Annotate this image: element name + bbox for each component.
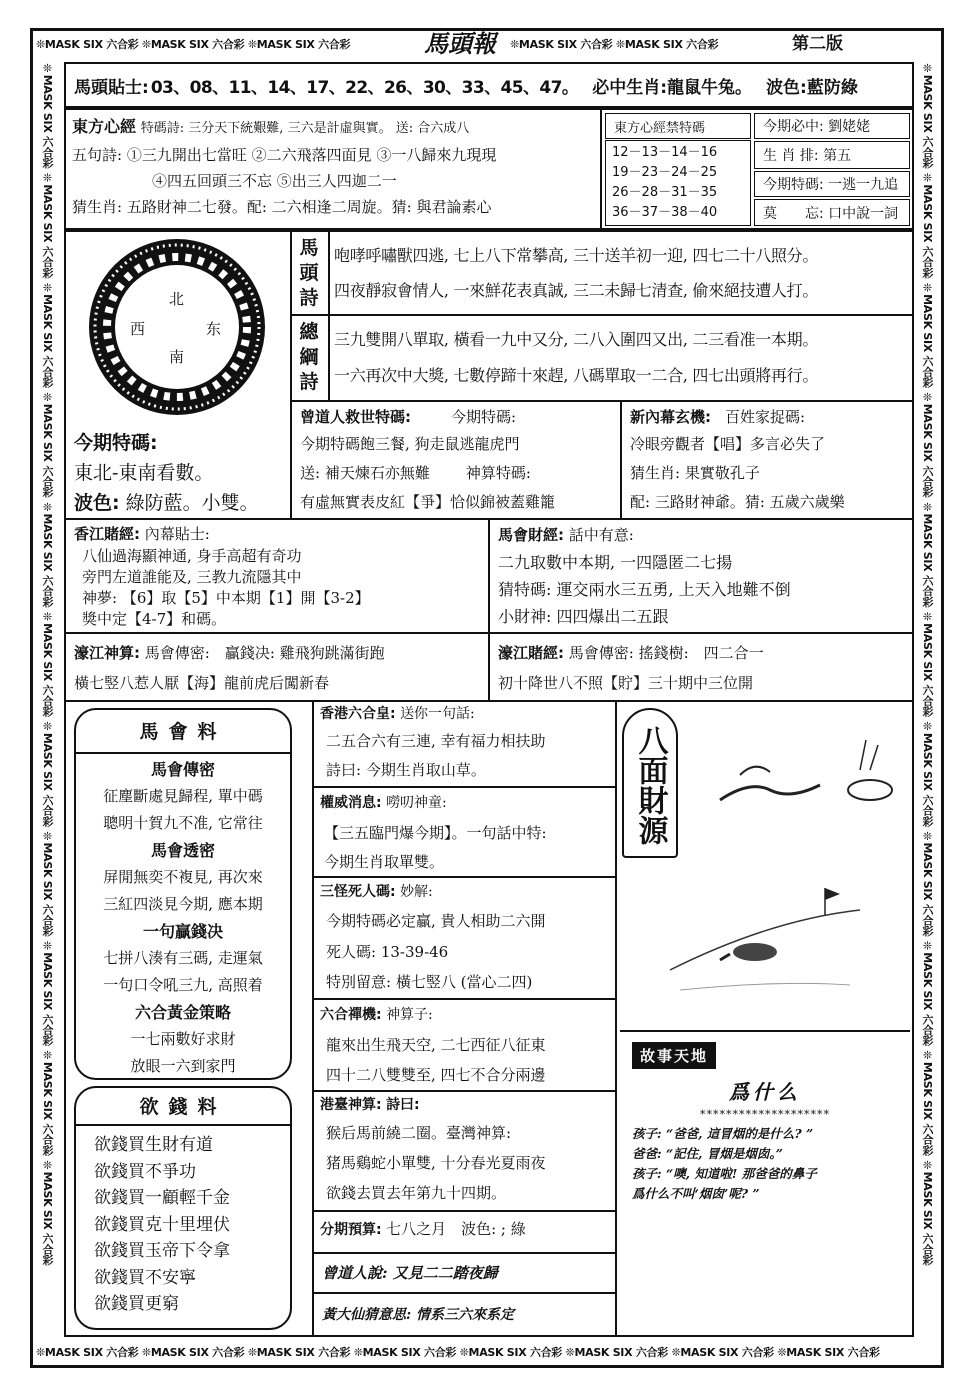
zengdao-line: 今期特碼飽三餐, 狗走鼠逃龍虎門 [300, 435, 520, 453]
zengdao-says: 曾道人說: 又見二二踏夜歸 [312, 1252, 617, 1294]
chanji-section: 六合禪機: 神算子: 龍來出生飛天空, 二七西征八征東 四十二八雙雙至, 四七不合分兩邊 [312, 998, 617, 1092]
tips-numbers: 03、08、11、14、17、22、26、30、33、45、47。 [150, 77, 579, 98]
sanguai-section: 三怪死人碼: 妙解: 今期特碼必定贏, 貴人相助二六開 死人碼: 13-39-46 特別留意: 橫七竪八 (當心二四) [312, 876, 617, 1000]
yuqian-line: 欲錢買一顧輕千金 [94, 1188, 230, 1208]
wheel-section [64, 230, 292, 520]
wheel-west: 西 [130, 320, 146, 338]
poem-line: 四夜靜寂會情人, 一來鮮花表真誠, 三二未歸七清查, 偷來絕技遭人打。 [334, 281, 819, 300]
poem-matou [290, 230, 914, 316]
tips-label: 馬頭貼士: [74, 77, 149, 98]
forbidden-info-table [600, 108, 914, 230]
edition-label: 第二版 [792, 34, 843, 54]
dongfang-title: 東方心經 [72, 117, 137, 136]
huangdaxian: 黃大仙猜意思: 情系三六來系定 [312, 1292, 617, 1337]
gangtai-section: 港臺神算: 詩曰: 猴后馬前繞二圈。臺灣神算: 猪馬鷄蛇小單雙, 十分春光夏雨夜 欲錢去買去年第九十四期。 [312, 1090, 617, 1212]
wheel-south: 南 [169, 348, 185, 366]
border-strip-top: ❊MASK SIX 六合彩 ❊MASK SIX 六合彩 ❊MASK SIX 六合彩 [36, 38, 351, 51]
poem-zonggang [290, 314, 914, 402]
quanwei-section: 權威消息: 嘮叨神童: 【三五臨門爆今期】。一句話中特: 今期生肖取單雙。 [312, 786, 617, 878]
mahui-liao-box: 馬會料 馬會傳密 征塵斷處見歸程, 單中碼 聰明十賀九不准, 它常往 馬會透密 屏閒無奕不複見, 再次來 三紅四淡見今期, 應本期 一句贏錢决 七拼八湊有三碼, 走運氣 一句口令吼三九, 高照着 六合黃金策略 一七兩數好求財 放眼一六到家門 [74, 708, 292, 1080]
color-label: 波色: [766, 77, 807, 98]
section-title: 濠江賭經: [498, 644, 564, 662]
snake-illustration-icon [700, 730, 900, 830]
forbidden-row: 12－13－14－16 [612, 145, 718, 160]
subheading: 一句贏錢决 [142, 922, 223, 941]
dongfang-section [64, 108, 602, 230]
border-strip-top [856, 34, 938, 56]
story-line: 孩子: “爸爸, 這冒烟的是什么? ” [632, 1126, 814, 1141]
dongfang-line: 猜生肖: 五路財神二七發。配: 二六相逢二周旋。猜: 與君論素心 [72, 198, 492, 216]
border-strip-right: ❊MASK SIX 六合彩 ❊MASK SIX 六合彩 ❊MASK SIX 六合彩 ❊MASK SIX 六合彩 ❊MASK SIX 六合彩 ❊MASK SIX 六合彩 ❊MASK SIX 六合彩 ❊MASK SIX 六合彩 ❊MASK SIX 六合彩 ❊MASK SIX 六合彩 ❊MASK SIX 六合彩 [921, 62, 934, 1266]
yuqian-line: 欲錢買不安寧 [94, 1267, 196, 1288]
fenqi-section: 分期預算: 七八之月 波色: ; 綠 [312, 1210, 617, 1254]
story-line: 爸爸: “記住, 冒烟是烟囱。” [632, 1146, 783, 1161]
story-line: 爲什么不叫‘烟囱’呢? ” [632, 1186, 760, 1201]
yuqian-line: 欲錢買更窮 [94, 1294, 179, 1314]
section-title: 香江賭經: [74, 525, 140, 543]
special-title: 今期特碼: [74, 432, 158, 454]
dongfang-line: 特碼詩: 三分天下統艱難, 三六是計虛與實。 送: 合六成八 [140, 121, 470, 136]
special-code: 今期特碼: 東北-東南看數。 波色: 綠防藍。小雙。 [74, 428, 259, 518]
info-row: 今期特碼: 一逃一九追 [754, 171, 910, 197]
zodiac-label: 必中生肖: [592, 77, 668, 98]
dongfang-line: 五句詩: ①三九開出七當旺 ②二六飛落四面見 ③一八歸來九現現 [72, 146, 497, 164]
special-line: 東北-東南看數。 [74, 462, 214, 484]
poem-line: 一六再次中大獎, 七數停蹄十來趕, 八碼單取一二合, 四七出頭將再行。 [334, 366, 819, 385]
wheel-north: 北 [169, 290, 185, 308]
mahui-caijing-section: 馬會財經: 話中有意: 二九取數中本期, 一四隱匿二七揚 猜特碼: 運交兩水三五勇, 上天入地難不倒 小財神: 四四爆出二五跟 [488, 518, 914, 634]
zodiac-value: 龍鼠牛兔。 [667, 77, 753, 98]
bamian-caiyuan-title: 八面財源 [622, 708, 678, 858]
hk-liuhehuang-section: 香港六合皇: 送你一句話: 二五合六有三連, 幸有福力相扶助 詩曰: 今期生肖取山草。 [312, 700, 617, 788]
yuqian-line: 欲錢買生財有道 [94, 1135, 213, 1155]
wheel-east: 东 [206, 320, 222, 338]
poem-line: 三九雙開八單取, 橫看一九中又分, 二八入圍四又出, 二三看准一本期。 [334, 330, 819, 349]
story-line: 孩子: “噢, 知道啦! 那爸爸的鼻子 [632, 1166, 817, 1181]
zengdao-section: 曾道人救世特碼: 今期特碼: 今期特碼飽三餐, 狗走鼠逃龍虎門 送: 補天煉石亦無難 神算特碼: 有虛無實表皮紅【爭】恰似錦被蓋雞籠 [290, 400, 622, 520]
masthead-title: 馬頭報 [424, 29, 496, 58]
box-title: 馬會料 [76, 710, 290, 754]
special-color: 綠防藍。小雙。 [125, 492, 259, 514]
poem-label: 馬頭詩 [299, 237, 319, 309]
forbidden-numbers [605, 140, 751, 226]
yuqian-liao-box [74, 1086, 292, 1330]
box-title: 欲錢料 [76, 1088, 290, 1126]
neimu-line: 猜生肖: 果實敬孔子 [630, 464, 760, 482]
subheading: 馬會透密 [150, 841, 215, 860]
neimu-line: 冷眼旁觀者【唱】多言必失了 [630, 435, 826, 453]
section-title: 曾道人救世特碼: [300, 408, 411, 426]
story-divider: ******************** [700, 1108, 830, 1121]
yuqian-line: 欲錢買玉帝下令拿 [94, 1241, 230, 1261]
poem-line: 咆哮呼嘯獸四逃, 七上八下常攀高, 三十送羊初一迎, 四七二十八照分。 [334, 246, 819, 265]
section-title: 濠江神算: [74, 644, 140, 662]
color-value: 藍防綠 [806, 77, 858, 98]
info-row: 今期必中: 劉姥姥 [754, 113, 910, 139]
story-tag: 故事天地 [632, 1042, 716, 1069]
yuqian-line: 欲錢買不爭功 [94, 1161, 196, 1182]
poem-label: 總綱詩 [299, 321, 319, 393]
tips-bar [64, 62, 914, 108]
border-strip-bottom: ❊MASK SIX 六合彩 ❊MASK SIX 六合彩 ❊MASK SIX 六合彩 ❊MASK SIX 六合彩 ❊MASK SIX 六合彩 ❊MASK SIX 六合彩 ❊MASK SIX 六合彩 ❊MASK SIX 六合彩 [36, 1346, 880, 1359]
yuqian-line: 欲錢買克十里埋伏 [94, 1214, 230, 1235]
info-row: 莫 忘: 口中說一詞 [754, 199, 910, 226]
forbidden-title: 東方心經禁特碼 [605, 113, 751, 139]
neimu-line: 配: 三路財神爺。猜: 五歲六歲樂 [630, 493, 845, 511]
section-title: 馬會財經: [498, 526, 564, 544]
turtle-hill-illustration-icon [650, 880, 900, 1010]
forbidden-row: 36－37－38－40 [612, 205, 718, 220]
info-row: 生 肖 排: 第五 [754, 141, 910, 169]
story-section [620, 1030, 910, 1330]
forbidden-row: 26－28－31－35 [612, 185, 718, 200]
subheading: 馬會傳密 [150, 760, 215, 779]
zengdao-line: 有虛無實表皮紅【爭】恰似錦被蓋雞籠 [300, 493, 556, 511]
haojiang-shensuan-section: 濠江神算: 馬會傳密: 贏錢决: 雞飛狗跳滿街跑 橫七竪八惹人厭【海】龍前虎后闖新春 [64, 632, 490, 702]
compass-wheel-icon [86, 236, 268, 418]
section-title: 新內幕玄機: [630, 408, 711, 426]
forbidden-row: 19－23－24－25 [612, 165, 718, 180]
border-strip-top: ❊MASK SIX 六合彩 ❊MASK SIX 六合彩 [510, 38, 719, 51]
haojiang-dujing-section: 濠江賭經: 馬會傳密: 搖錢樹: 四二合一 初十降世八不照【貯】三十期中三位開 [488, 632, 914, 702]
neimu-section: 新內幕玄機: 百姓家捉碼: 冷眼旁觀者【唱】多言必失了 猜生肖: 果實敬孔子 配: 三路財神爺。猜: 五歲六歲樂 [620, 400, 914, 520]
subheading: 六合黃金策略 [134, 1003, 231, 1022]
border-strip-left: ❊MASK SIX 六合彩 ❊MASK SIX 六合彩 ❊MASK SIX 六合彩 ❊MASK SIX 六合彩 ❊MASK SIX 六合彩 ❊MASK SIX 六合彩 ❊MASK SIX 六合彩 ❊MASK SIX 六合彩 ❊MASK SIX 六合彩 ❊MASK SIX 六合彩 ❊MASK SIX 六合彩 [41, 62, 54, 1266]
dongfang-line: ④四五回頭三不忘 ⑤出三人四迦二一 [152, 172, 397, 190]
xiangjiang-section: 香江賭經: 內幕貼士: 八仙過海顯神通, 身手高超有奇功 旁門左道誰能及, 三教九流隱其中 神夢: 【6】取【5】中本期【1】開【3-2】 獎中定【4-7】和碼。 [64, 518, 490, 634]
story-title: 爲什么 [729, 1080, 801, 1104]
